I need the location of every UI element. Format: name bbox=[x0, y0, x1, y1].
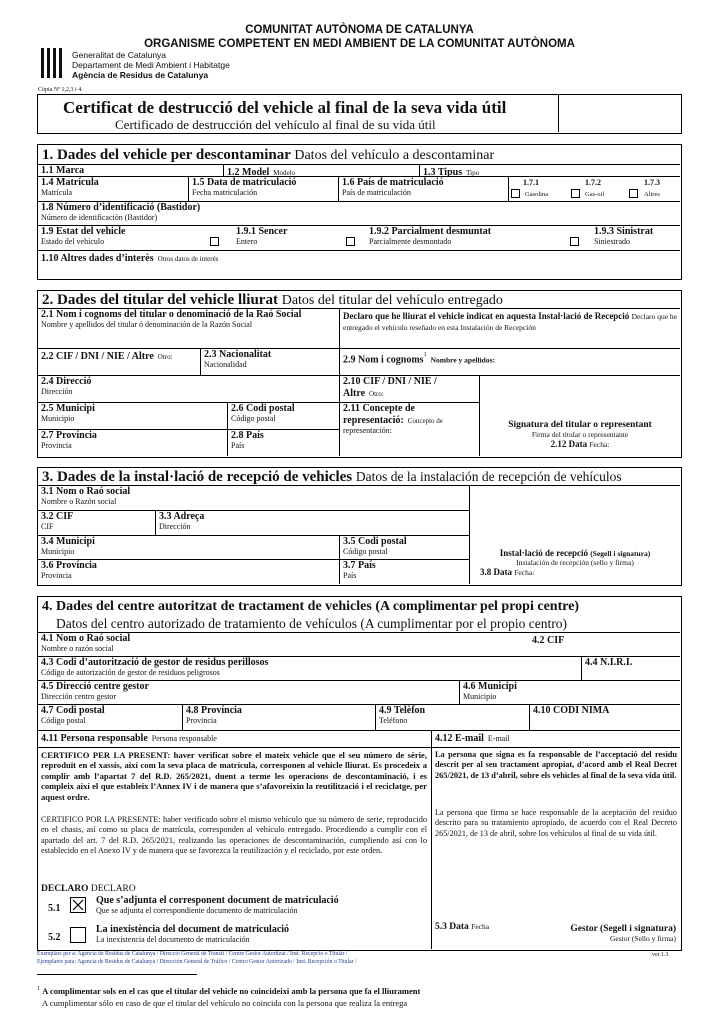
option-5-2-es: La inexistencia del documento de matriculación bbox=[96, 935, 250, 944]
header-line-2: ORGANISME COMPETENT EN MEDI AMBIENT DE LA COMUNITAT AUTÒNOMA bbox=[144, 38, 575, 50]
field-4-6-label: 4.6 Municipi bbox=[463, 681, 517, 692]
declaro-delivery: Declaro que he lliurat el vehicle indicat en aquesta Instal·lació de Recepció bbox=[343, 311, 630, 321]
field-4-8-es: Provincia bbox=[186, 716, 217, 725]
field-2-12-label: 2.12 Data bbox=[550, 439, 588, 449]
field-3-1-es: Nombre o Razón social bbox=[41, 497, 117, 506]
field-1-8-label: 1.8 Número d’identificació (Bastidor) bbox=[41, 202, 201, 213]
field-1-9-3-es: Siniestrado bbox=[594, 237, 630, 246]
field-2-12-es: Fecha: bbox=[589, 440, 610, 449]
field-3-8-label: 3.8 Data bbox=[480, 567, 512, 577]
field-2-7-label: 2.7 Província bbox=[41, 430, 97, 441]
footnote-ca: A complimentar sols en el cas que el titular del vehicle no coincideixi amb la persona que fa el lliurament bbox=[42, 985, 421, 996]
declaro-delivery-es: Declaro que he entregado el vehículo reseñado en esta Instalación de Recepción bbox=[343, 312, 677, 332]
fuel-gasolina-checkbox[interactable] bbox=[511, 189, 520, 198]
section-3-title: 3. Dades de la instal·lació de recepció de vehicles bbox=[42, 469, 353, 485]
org-departament: Departament de Medi Ambient i Habitatge bbox=[72, 60, 230, 70]
field-1-9-1-es: Entero bbox=[236, 237, 258, 246]
footer-version: ver.1.3 bbox=[652, 952, 669, 958]
section-4-title: 4. Dades del centre autoritzat de tractament de vehicles (A complimentar pel propi centre) bbox=[42, 599, 580, 614]
responsibility-text-ca: La persona que signa es fa responsable de l’acceptació del residu descrit per al seu tractament apropiat, d’acord amb el Real Decret 265/2021, de 13 d’abril, sobre els vehicles al final de la seva vida útil. bbox=[435, 750, 677, 780]
footnote-mark: 1 bbox=[37, 986, 40, 992]
fuel-1-7-3: 1.7.3 bbox=[644, 178, 660, 187]
field-4-4-label: 4.4 N.I.R.I. bbox=[585, 657, 633, 668]
field-2-8-es: País bbox=[231, 441, 245, 450]
holder-signature-label: Signatura del titular o representant bbox=[508, 420, 652, 430]
field-3-6-es: Provincia bbox=[41, 571, 72, 580]
field-3-4-label: 3.4 Municipi bbox=[41, 536, 95, 547]
field-2-9-es: Nombre y apellidos: bbox=[430, 355, 496, 365]
field-3-7-es: País bbox=[343, 571, 357, 580]
option-5-1-number: 5.1 bbox=[48, 903, 61, 914]
field-3-2-es: CIF bbox=[41, 522, 54, 531]
holder-signature-es: Firma del titular o representante bbox=[531, 430, 629, 439]
declaro-label: DECLARO bbox=[41, 884, 89, 894]
field-1-3-es: Tipo bbox=[466, 169, 480, 177]
field-4-1-label: 4.1 Nom o Raó social bbox=[41, 633, 131, 644]
certification-block bbox=[38, 748, 432, 949]
footnote-divider bbox=[37, 974, 197, 975]
field-4-7-es: Código postal bbox=[41, 716, 86, 725]
fuel-1-7-1: 1.7.1 bbox=[523, 178, 539, 187]
field-2-2-label: 2.2 CIF / DNI / NIE / Altre bbox=[41, 351, 154, 362]
section-1-title-es: Datos del vehículo a descontaminar bbox=[294, 148, 495, 163]
reception-signature-label-b: (Segell i signatura) bbox=[590, 549, 651, 558]
field-2-3-es: Nacionalidad bbox=[204, 360, 247, 369]
field-2-9-sup: 1 bbox=[423, 352, 427, 358]
fuel-altres-checkbox[interactable] bbox=[629, 189, 638, 198]
reception-signature-es: Instalación de recepción (sello y firma) bbox=[516, 558, 634, 567]
field-2-1-es: Nombre y apellidos del titular ó denominación de la Razón Social bbox=[41, 320, 253, 329]
gestor-signature-es: Gestor (Sello y firma) bbox=[609, 934, 676, 943]
copy-number: Còpia Nº 1,2,3 i 4. bbox=[38, 87, 83, 93]
field-1-10-label: 1.10 Altres dades d’interès bbox=[41, 253, 154, 264]
field-4-9-es: Teléfono bbox=[379, 716, 408, 725]
field-1-9-2-label: 1.9.2 Parcialment desmuntat bbox=[369, 226, 492, 237]
fuel-group bbox=[509, 177, 680, 202]
field-1-10-es: Otros datos de interés bbox=[157, 255, 219, 263]
document-subtitle: Certificado de destrucción del vehículo al final de su vida útil bbox=[115, 117, 436, 132]
field-3-1-label: 3.1 Nom o Raó social bbox=[41, 486, 131, 497]
footnote-es: A cumplimentar sólo en caso de que el titular del vehículo no coincida con la persona que realiza la entrega bbox=[42, 997, 408, 1008]
section-1 bbox=[37, 144, 682, 280]
header-line-1: COMUNITAT AUTÒNOMA DE CATALUNYA bbox=[245, 24, 474, 36]
fuel-altres-label: Altres bbox=[644, 191, 660, 198]
field-1-9-label: 1.9 Estat del vehicle bbox=[41, 226, 126, 237]
field-2-10-label-b: Altre bbox=[343, 388, 366, 399]
field-3-2-label: 3.2 CIF bbox=[41, 511, 74, 522]
fuel-gasoil-label: Gas-oil bbox=[585, 191, 605, 198]
field-4-1-es: Nombre o razón social bbox=[41, 644, 114, 653]
field-3-5-label: 3.5 Codi postal bbox=[343, 536, 407, 547]
field-2-11-label: 2.11 Concepte de bbox=[343, 403, 415, 414]
field-2-4-es: Dirección bbox=[41, 387, 73, 396]
field-1-2-es: Modelo bbox=[273, 169, 295, 177]
state-sinistrat-checkbox[interactable] bbox=[570, 237, 579, 246]
org-generalitat: Generalitat de Catalunya bbox=[72, 50, 167, 60]
responsibility-block bbox=[432, 748, 680, 949]
option-5-2-number: 5.2 bbox=[48, 932, 61, 943]
field-2-1-label: 2.1 Nom i cognoms del titular o denominació de la Raó Social bbox=[41, 309, 302, 320]
field-1-9-es: Estado del vehículo bbox=[41, 237, 105, 246]
field-3-5-es: Código postal bbox=[343, 547, 388, 556]
field-3-3-es: Dirección bbox=[159, 522, 191, 531]
field-4-11-es: Persona responsable bbox=[151, 734, 217, 743]
org-agencia: Agència de Residus de Catalunya bbox=[72, 70, 209, 80]
field-4-12-label: 4.12 E-mail bbox=[435, 733, 484, 744]
field-4-9-label: 4.9 Telèfon bbox=[379, 705, 426, 716]
section-4-title-es: Datos del centro autorizado de tratamiento de vehículos (A cumplimentar por el propio centro) bbox=[56, 616, 567, 631]
certification-text-ca: CERTIFICO PER LA PRESENT: haver verificat sobre el mateix vehicle que el seu número de sèrie, reproduït en el xassís, així com la seva placa de matrícula, corresponen al vehicle lliurat. Es procedeix a complir amb l’apartat 7 del R.D. 265/2021, duent a terme les operacions de descontaminació, i es compleix així el que estableix l’Annex IV i de manera que s’afavoreixin la reutilització i el reciclatge, per aquest ordre. bbox=[41, 750, 427, 802]
field-2-2-es: Otro: bbox=[157, 353, 173, 361]
field-4-3-label: 4.3 Codi d’autorització de gestor de residus perillosos bbox=[41, 657, 269, 668]
responsibility-text-es: La persona que firma se hace responsable de la aceptación del residuo descrito para su tratamiento apropiado, de acuerdo con el Real Decreto 265/2021, de 13 de abril, sobre los vehículos al final de su vida útil. bbox=[435, 808, 677, 838]
field-4-5-es: Dirección centro gestor bbox=[41, 692, 117, 701]
field-4-12-es: E-mail bbox=[487, 734, 510, 743]
section-2 bbox=[37, 290, 682, 458]
field-2-4-label: 2.4 Direcció bbox=[41, 376, 92, 387]
field-4-11-label: 4.11 Persona responsable bbox=[41, 733, 148, 744]
option-5-2-checkbox[interactable] bbox=[70, 927, 86, 943]
state-parcial-checkbox[interactable] bbox=[346, 237, 355, 246]
title-box bbox=[37, 94, 682, 134]
field-2-5-es: Municipio bbox=[41, 414, 75, 423]
field-4-5-label: 4.5 Direcció centre gestor bbox=[41, 681, 149, 692]
option-5-1-checkbox[interactable] bbox=[70, 897, 86, 913]
section-1-title: 1. Dades del vehicle per descontaminar bbox=[42, 147, 291, 163]
gestor-signature-label: Gestor (Segell i signatura) bbox=[570, 924, 676, 934]
section-3-title-es: Datos de la instalación de recepción de vehículos bbox=[355, 469, 622, 484]
field-5-3-es: Fecha bbox=[471, 922, 490, 931]
field-4-8-label: 4.8 Província bbox=[186, 705, 242, 716]
field-4-7-label: 4.7 Codi postal bbox=[41, 705, 105, 716]
holder-signature-area bbox=[480, 376, 680, 456]
vehicle-state-row bbox=[38, 226, 680, 251]
field-1-8-es: Número de identificación (Bastidor) bbox=[41, 213, 158, 222]
field-3-6-label: 3.6 Província bbox=[41, 560, 97, 571]
field-2-3-label: 2.3 Nacionalitat bbox=[204, 349, 272, 360]
field-1-3-label: 1.3 Tipus bbox=[423, 167, 463, 177]
field-2-6-es: Código postal bbox=[231, 414, 276, 423]
field-2-5-label: 2.5 Municipi bbox=[41, 403, 95, 414]
field-4-10-label: 4.10 CODI NIMA bbox=[533, 705, 610, 716]
field-1-5-label: 1.5 Data de matriculació bbox=[192, 177, 297, 188]
field-1-4-label: 1.4 Matrícula bbox=[41, 177, 99, 188]
field-1-2-label: 1.2 Model bbox=[227, 167, 270, 177]
certification-text-es: CERTIFICO POR LA PRESENTE: haber verificado sobre el mismo vehículo que su número de serie, reproducido en el chasis, así como su placa de matrícula, corresponden al vehículo entregado. Procediendo a cumplir con el apartado del art. 7 del R.D. 265/2021, realizando las operaciones de descontaminación, cumpliendo así con lo establecido en el Anexo IV y de manera que se favorezca la reutilización y el reciclado, por este orden. bbox=[41, 815, 427, 856]
field-2-11-es: Concepto de bbox=[407, 417, 443, 425]
field-2-10-es: Otro: bbox=[369, 390, 384, 398]
option-5-1-es: Que se adjunta el correspondiente documento de matriculación bbox=[96, 906, 298, 915]
field-4-3-es: Código de autorización de gestor de residuos peligrosos bbox=[41, 668, 220, 677]
field-1-5-es: Fecha matriculación bbox=[192, 188, 258, 197]
field-2-6-label: 2.6 Codi postal bbox=[231, 403, 295, 414]
field-1-9-3-label: 1.9.3 Sinistrat bbox=[594, 226, 654, 237]
option-5-1-label: Que s’adjunta el corresponent document de matriculació bbox=[96, 895, 339, 906]
reception-signature-area bbox=[470, 486, 680, 584]
field-1-9-1-label: 1.9.1 Sencer bbox=[236, 226, 288, 237]
field-2-9-label: 2.9 Nom i cognoms bbox=[343, 354, 424, 366]
field-3-4-es: Municipio bbox=[41, 547, 75, 556]
footer-copies-es: Ejemplares para: Agencia de Residus de Catalunya / Dirección General de Tráfico / Centro Gestor Autorizado / Inst. Recepción o Titular / bbox=[37, 958, 357, 965]
declaro-label-es: DECLARO bbox=[90, 884, 136, 894]
state-sencer-checkbox[interactable] bbox=[210, 237, 219, 246]
fuel-1-7-2: 1.7.2 bbox=[585, 178, 601, 187]
fuel-gasoil-checkbox[interactable] bbox=[571, 189, 580, 198]
field-2-8-label: 2.8 País bbox=[231, 430, 264, 441]
checkmark-x-icon bbox=[71, 898, 85, 912]
field-4-6-es: Municipio bbox=[463, 692, 497, 701]
field-4-2-label: 4.2 CIF bbox=[532, 635, 565, 646]
field-3-8-es: Fecha: bbox=[514, 568, 535, 577]
field-2-11-label-b: representació: bbox=[343, 415, 404, 426]
field-3-3-label: 3.3 Adreça bbox=[159, 511, 205, 522]
field-3-7-label: 3.7 País bbox=[343, 560, 376, 571]
footer-copies-ca: Exemplars per a: Agència de Residus de Catalunya / Direcció General de Trànsit / Centre Gestor Autoritzat / Inst. Recepció o Titular / bbox=[37, 951, 348, 957]
field-2-11-es-b: representación: bbox=[343, 426, 392, 435]
section-4 bbox=[37, 596, 682, 951]
generalitat-logo-icon bbox=[38, 48, 66, 82]
field-2-7-es: Provincia bbox=[41, 441, 72, 450]
field-5-3-label: 5.3 Data bbox=[435, 922, 469, 932]
option-5-2-label: La inexistència del document de matriculació bbox=[96, 924, 290, 935]
section-2-title: 2. Dades del titular del vehicle lliurat bbox=[42, 292, 278, 308]
field-1-6-es: País de matriculación bbox=[342, 188, 411, 197]
field-1-1-label: 1.1 Marca bbox=[41, 165, 85, 176]
field-1-4-es: Matrícula bbox=[41, 188, 73, 197]
field-1-9-2-es: Parcialmente desmontado bbox=[369, 237, 452, 246]
section-3 bbox=[37, 467, 682, 586]
field-2-10-label: 2.10 CIF / DNI / NIE / bbox=[343, 376, 437, 387]
header-org bbox=[72, 50, 230, 80]
reception-signature-label: Instal·lació de recepció bbox=[499, 548, 589, 558]
field-1-6-label: 1.6 País de matriculació bbox=[342, 177, 444, 188]
fuel-gasolina-label: Gasolina bbox=[525, 191, 549, 198]
document-title: Certificat de destrucció del vehicle al final de la seva vida útil bbox=[63, 98, 507, 117]
section-2-title-es: Datos del titular del vehículo entregado bbox=[281, 293, 503, 308]
